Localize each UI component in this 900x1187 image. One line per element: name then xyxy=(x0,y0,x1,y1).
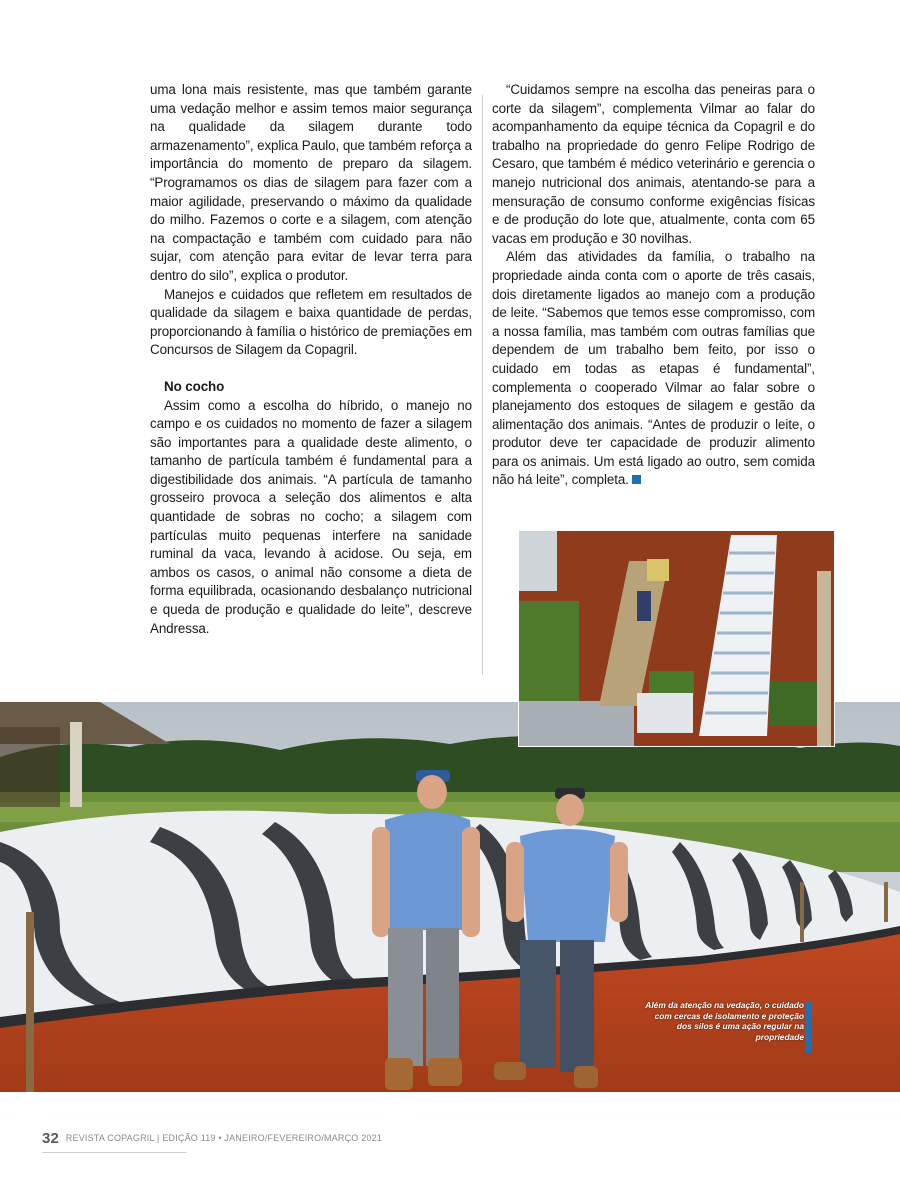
paragraph: Manejos e cuidados que refletem em resultados de qualidade da silagem e baixa quantidade de perdas, proporcionando à família o histórico de premiações em Concursos de Silagem da Copagril. xyxy=(150,286,472,358)
column-divider xyxy=(482,95,483,675)
subheading: No cocho xyxy=(164,378,225,394)
footer-publication: REVISTA COPAGRIL | EDIÇÃO 119 • JANEIRO/FEVEREIRO/MARÇO 2021 xyxy=(65,1133,383,1143)
paragraph xyxy=(492,248,815,490)
article-left-column xyxy=(150,81,472,638)
aerial-silo-photo xyxy=(518,530,835,747)
paragraph: uma lona mais resistente, mas que também garante uma vedação melhor e assim temos maior segurança na qualidade da silagem durante todo armazenamento”, explica Paulo, que também reforça a importância do momento de preparo da silagem. “Programamos os dias de silagem para fazer com a maior agilidade, preservando o máximo da qualidade do milho. Fazemos o corte e a silagem, com atenção na compactação e também com cuidado para não sujar, com atenção para evitar de levar terra para dentro do silo”, explica o produtor. xyxy=(150,82,472,283)
paragraph-text: Além das atividades da família, o trabalho na propriedade ainda conta com o aporte de três casais, dois diretamente ligados ao manejo com a produção de leite. “Sabemos que temos esse compromisso, com a nossa família, mas também com outras famílias que dependem de um trabalho bem feito, por isso o cuidado em todas as etapas é fundamental”, complementa o cooperado Vilmar ao falar sobre o planejamento dos estoques de silagem e gestão da alimentação dos animais. “Antes de produzir o leite, o produtor deve ter capacidade de produzir alimento para os animais. Um está ligado ao outro, sem comida não há leite”, completa. xyxy=(492,249,815,488)
caption-accent-bar xyxy=(805,1001,812,1053)
paragraph: “Cuidamos sempre na escolha das peneiras para o corte da silagem”, complementa Vilmar ao falar do acompanhamento da equipe técnica da Copagril e do trabalho na propriedade do genro Felipe Rodrigo de Cesaro, que também é médico veterinário e gerencia o manejo nutricional dos animais, atentando-se para a mensuração de consumo conforme exigências físicas e de produção do lote que, atualmente, conta com 65 vacas em produção e 30 novilhas. xyxy=(492,82,815,246)
end-of-article-mark xyxy=(632,475,641,484)
photo-caption: Além da atenção na vedação, o cuidado com cercas de isolamento e proteção dos silos é uma ação regular na propriedade xyxy=(645,1000,804,1042)
footer-divider xyxy=(42,1152,187,1153)
page-number: 32 xyxy=(42,1130,60,1147)
page-footer xyxy=(42,1130,382,1147)
paragraph: Assim como a escolha do híbrido, o manejo no campo e os cuidados no momento de fazer a silagem são importantes para a qualidade deste alimento, o tamanho de partícula também é fundamental para a digestibilidade dos animais. “A partícula de tamanho grosseiro provoca a seleção dos alimentos e alta quantidade de sobras no cocho; a silagem com partículas muito pequenas interfere na sanidade ruminal da vaca, levando à acidose. Ou seja, em ambos os casos, o animal não consome a dieta de forma equilibrada, ocasionando desbalanço nutricional e queda de produção e qualidade do leite”, descreve Andressa. xyxy=(150,397,472,636)
aerial-silo-illustration xyxy=(519,531,835,747)
article-right-column xyxy=(492,81,815,490)
